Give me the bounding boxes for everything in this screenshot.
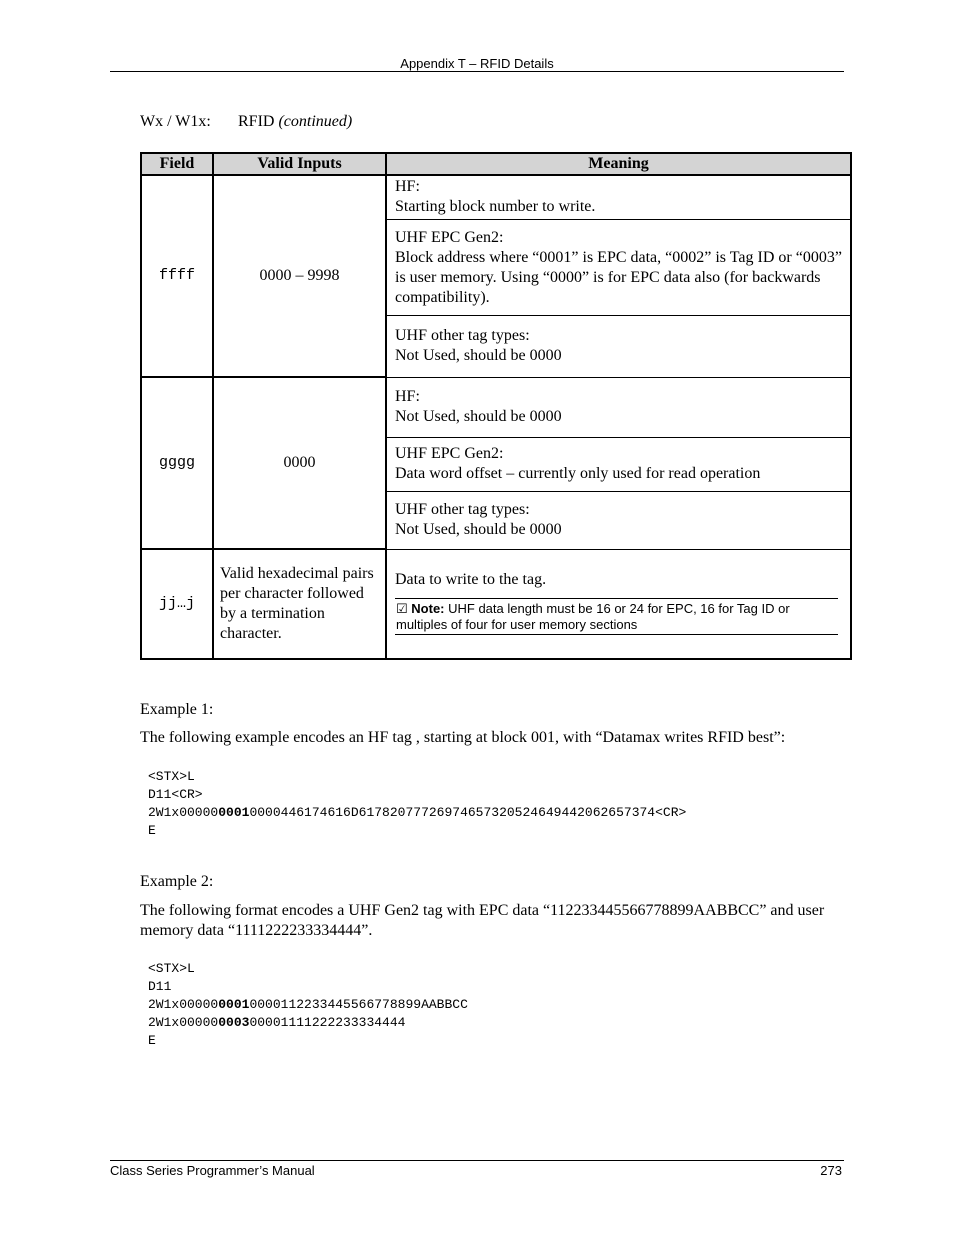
meaning-cell — [386, 491, 851, 549]
meaning-label: UHF EPC Gen2: — [395, 228, 504, 246]
meaning-cell — [386, 549, 851, 659]
header-valid-inputs: Valid Inputs — [213, 153, 386, 175]
field-table — [140, 152, 852, 660]
header-field: Field — [141, 153, 213, 175]
code-line-block: 0001 — [218, 805, 250, 820]
header-meaning: Meaning — [386, 153, 851, 175]
section-title: RFID — [238, 113, 275, 130]
meaning-cell — [386, 437, 851, 491]
code-line-suffix: 00001111222233334444 — [249, 1015, 406, 1030]
meaning-text: Starting block number to write. — [395, 198, 596, 216]
inputs-ffff: 0000 – 9998 — [213, 175, 386, 377]
code-line-block: 0001 — [218, 997, 250, 1012]
inputs-jj: Valid hexadecimal pairs per character followed by a termination character. — [213, 549, 386, 659]
command-name: Wx / W1x: — [140, 113, 211, 130]
code-line: D11 — [148, 979, 172, 994]
field-jj: jj…j — [141, 549, 213, 659]
checkbox-checked-icon: ☑ — [396, 600, 408, 616]
meaning-cell — [386, 219, 851, 315]
footer-rule — [110, 1160, 844, 1161]
meaning-label: HF: — [395, 178, 420, 196]
meaning-text: Not Used, should be 0000 — [395, 347, 562, 364]
code-line-block: 0003 — [218, 1015, 250, 1030]
header-rule — [110, 71, 844, 72]
field-ffff: ffff — [141, 175, 213, 377]
example1-code — [148, 768, 686, 840]
inputs-gggg: 0000 — [213, 377, 386, 549]
footer-manual-title: Class Series Programmer’s Manual — [110, 1163, 315, 1178]
note-label: Note: — [411, 600, 445, 616]
code-line-prefix: 2W1x00000 — [148, 805, 219, 820]
section-heading — [140, 113, 352, 131]
code-line-suffix: 0000112233445566778899AABBCC — [249, 997, 468, 1012]
meaning-text: Data word offset – currently only used for read operation — [395, 465, 761, 482]
code-line: E — [148, 1033, 156, 1048]
code-line-prefix: 2W1x00000 — [148, 997, 219, 1012]
table-row — [141, 175, 851, 219]
code-line-prefix: 2W1x00000 — [148, 1015, 219, 1030]
field-gggg: gggg — [141, 377, 213, 549]
table-row — [141, 377, 851, 437]
code-line: <STX>L — [148, 769, 195, 784]
code-line-suffix: 0000446174616D61782077726974657320524649442062657374<CR> — [249, 805, 687, 820]
meaning-label: UHF other tag types: — [395, 327, 530, 344]
example2-label: Example 2: — [140, 873, 214, 890]
meaning-cell — [386, 377, 851, 437]
note-box — [395, 598, 838, 635]
meaning-text: Data to write to the tag. — [395, 570, 547, 588]
page-header: Appendix T – RFID Details — [400, 56, 554, 71]
example2-description: The following format encodes a UHF Gen2 tag with EPC data “112233445566778899AABBCC” and user memory data “1111222233334444”. — [140, 902, 825, 939]
meaning-cell — [386, 175, 851, 219]
example2-code — [148, 960, 468, 1050]
code-line: <STX>L — [148, 961, 195, 976]
meaning-text: Not Used, should be 0000 — [395, 521, 562, 538]
meaning-label: HF: — [395, 388, 420, 405]
code-line: D11<CR> — [148, 787, 203, 802]
note-text: UHF data length must be 16 or 24 for EPC, 16 for Tag ID or multiples of four for user memory sections — [396, 600, 790, 632]
table-header-row — [141, 153, 851, 175]
code-line: E — [148, 823, 156, 838]
example1-description: The following example encodes an HF tag , starting at block 001, with “Datamax writes RFID best”: — [140, 729, 786, 746]
example1-label: Example 1: — [140, 701, 214, 718]
meaning-cell — [386, 315, 851, 377]
meaning-label: UHF other tag types: — [395, 501, 530, 518]
page-number: 273 — [820, 1163, 842, 1178]
table-row — [141, 549, 851, 659]
meaning-text: Not Used, should be 0000 — [395, 408, 562, 425]
meaning-text: Block address where “0001” is EPC data, “0002” is Tag ID or “0003” is user memory. Using “0000” is for EPC data also (for backwards compatibility). — [395, 248, 842, 306]
continued-label: (continued) — [278, 113, 353, 130]
meaning-label: UHF EPC Gen2: — [395, 445, 504, 462]
